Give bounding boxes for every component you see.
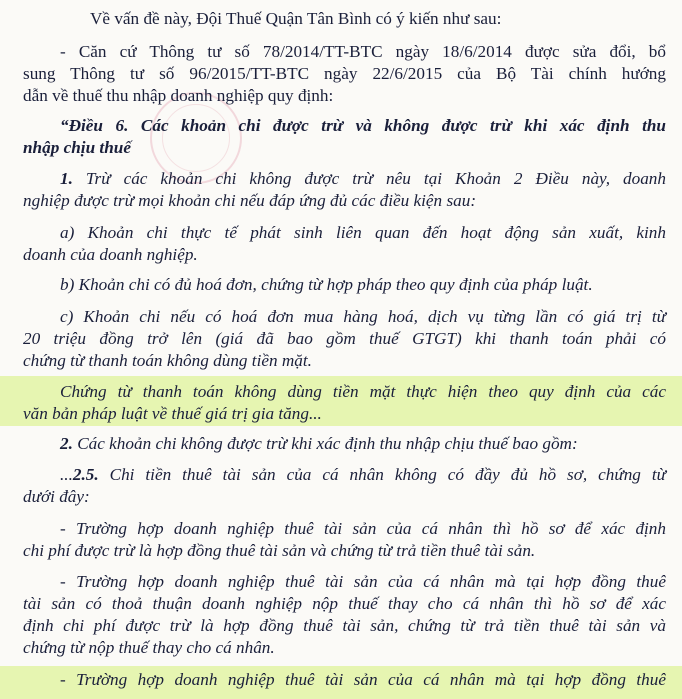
paragraph-legal-basis-line2: sung Thông tư số 96/2015/TT-BTC ngày 22/6/2015 của Bộ Tài chính hướng (23, 64, 666, 83)
clause-1-number: 1. (60, 169, 73, 188)
condition-c-line2: 20 triệu đồng trở lên (giá đã bao gồm thuế GTGT) khi thanh toán phải có (23, 329, 666, 348)
clause-2-number: 2. (60, 434, 73, 453)
clause-1-line2: nghiệp được trừ mọi khoản chi nếu đáp ứng đủ các điều kiện sau: (23, 191, 477, 210)
condition-a-line1: a) Khoản chi thực tế phát sinh liên quan đến hoạt động sản xuất, kinh (60, 223, 666, 242)
article-heading-line2: nhập chịu thuế (23, 138, 131, 157)
condition-a-line2: doanh của doanh nghiệp. (23, 245, 198, 264)
paragraph-intro: Về vấn đề này, Đội Thuế Quận Tân Bình có ý kiến như sau: (90, 9, 502, 28)
clause-2-5-text: Chi tiền thuê tài sản của cá nhân không có đầy đủ hồ sơ, chứng từ (98, 465, 666, 484)
ellipsis: ... (60, 465, 73, 484)
clause-2 (60, 433, 578, 455)
case-1-line1: - Trường hợp doanh nghiệp thuê tài sản của cá nhân thì hồ sơ để xác định (60, 519, 666, 538)
case-2-line2: tài sản có thoả thuận doanh nghiệp nộp thuế thay cho cá nhân thì hồ sơ để xác (23, 594, 666, 613)
condition-b: b) Khoản chi có đủ hoá đơn, chứng từ hợp pháp theo quy định của pháp luật. (60, 275, 593, 294)
case-2-line1: - Trường hợp doanh nghiệp thuê tài sản của cá nhân mà tại hợp đồng thuê (60, 572, 666, 591)
clause-2-5-line1 (60, 464, 666, 486)
case-1-line2: chi phí được trừ là hợp đồng thuê tài sản và chứng từ trả tiền thuê tài sản. (23, 541, 536, 560)
clause-1-text: Trừ các khoản chi không được trừ nêu tại Khoản 2 Điều này, doanh (72, 169, 666, 188)
case-3-line1: - Trường hợp doanh nghiệp thuê tài sản của cá nhân mà tại hợp đồng thuê (60, 670, 666, 689)
clause-2-text: Các khoản chi không được trừ khi xác định thu nhập chịu thuế bao gồm: (72, 434, 578, 453)
paragraph-legal-basis-line3: dẫn về thuế thu nhập doanh nghiệp quy định: (23, 86, 334, 105)
article-heading-line1: “Điều 6. Các khoản chi được trừ và không được trừ khi xác định thu (60, 116, 666, 135)
clause-1-line1 (60, 168, 666, 190)
clause-2-5-number: 2.5. (72, 465, 99, 484)
highlighted-paragraph-line1: Chứng từ thanh toán không dùng tiền mặt thực hiện theo quy định của các (60, 382, 666, 401)
condition-c-line3: chứng từ thanh toán không dùng tiền mặt. (23, 351, 312, 370)
case-2-line4: chứng từ nộp thuế thay cho cá nhân. (23, 638, 275, 657)
condition-c-line1: c) Khoản chi nếu có hoá đơn mua hàng hoá, dịch vụ từng lần có giá trị từ (60, 307, 666, 326)
paragraph-legal-basis-line1: - Căn cứ Thông tư số 78/2014/TT-BTC ngày 18/6/2014 được sửa đổi, bổ (60, 42, 666, 61)
case-2-line3: định chi phí được trừ là hợp đồng thuê tài sản, chứng từ trả tiền thuê tài sản và (23, 616, 666, 635)
clause-2-5-line2: dưới đây: (23, 487, 90, 506)
highlighted-paragraph-line2: văn bản pháp luật về thuế giá trị gia tăng... (23, 404, 322, 423)
